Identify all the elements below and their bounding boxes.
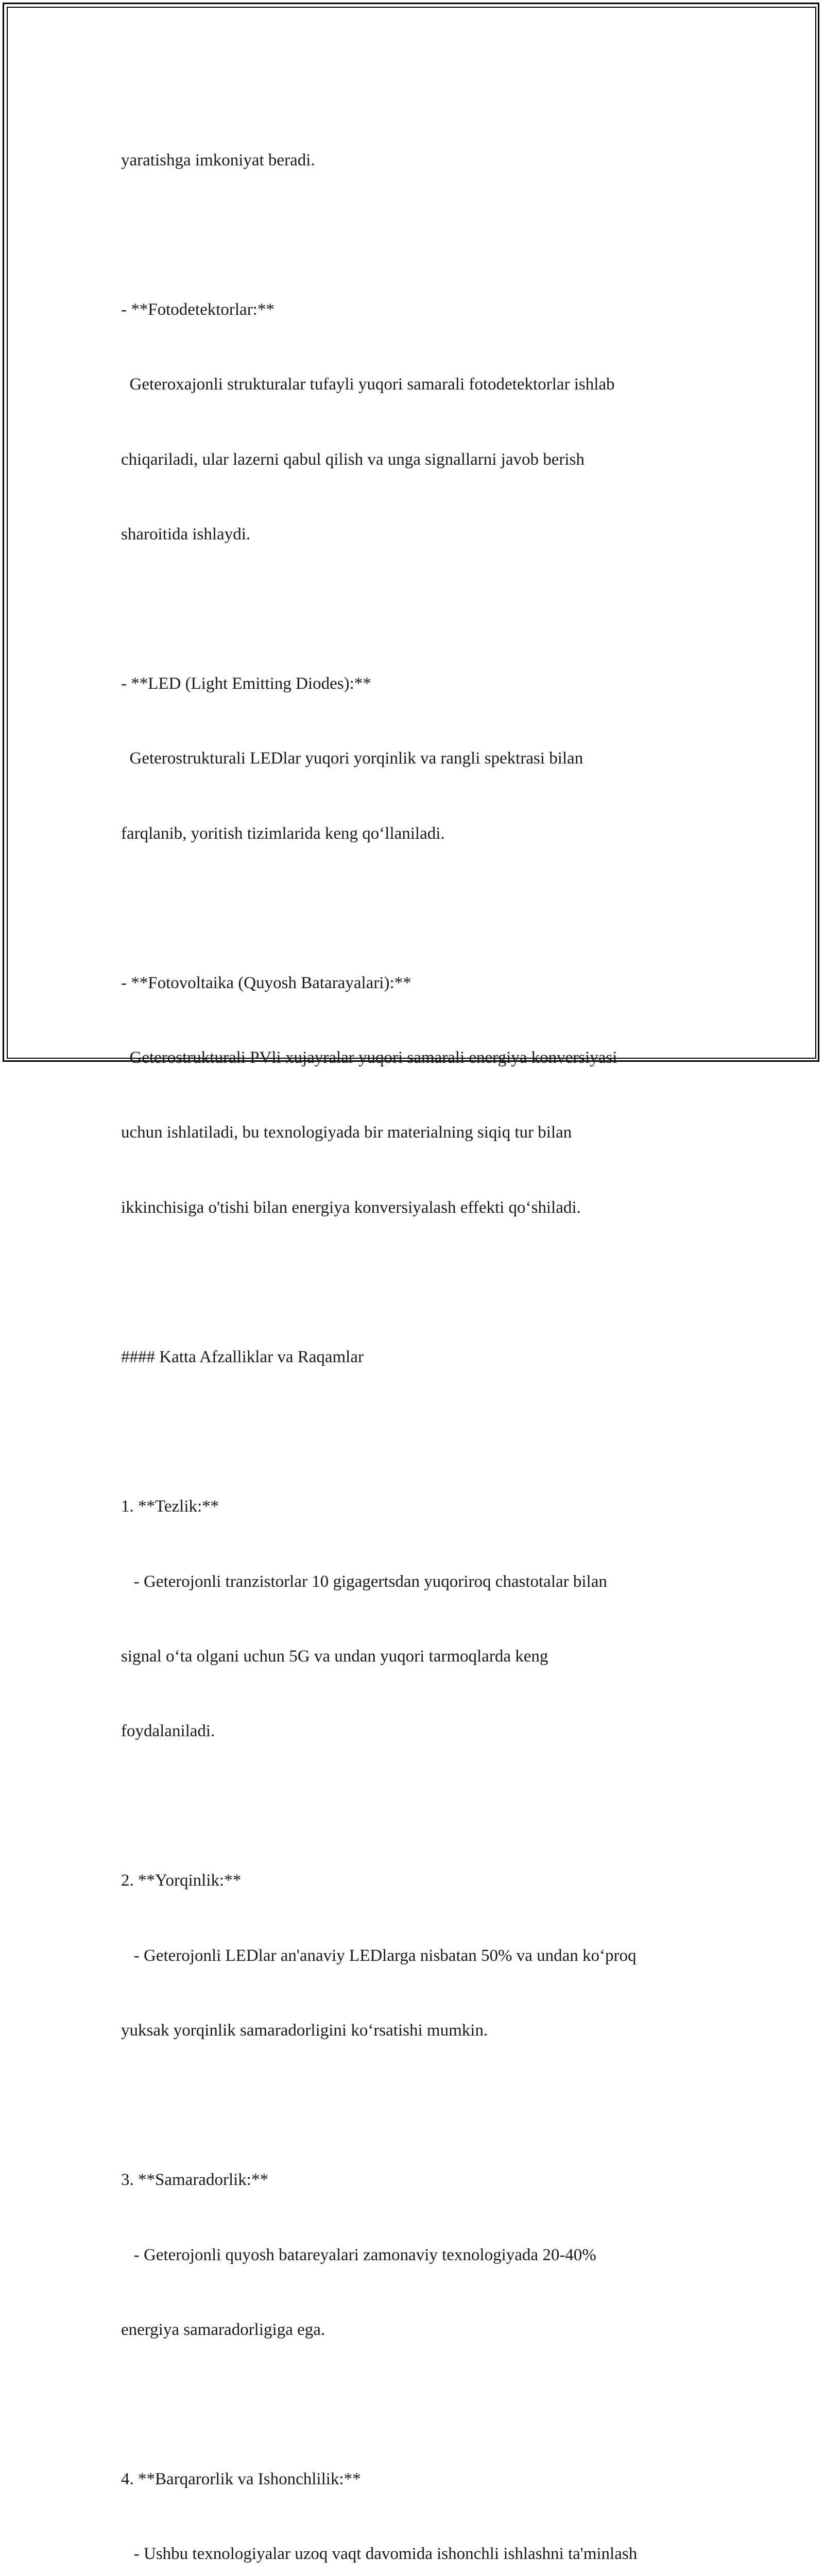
text-line: sharoitida ishlaydi.	[121, 524, 251, 544]
blank-line	[121, 1793, 706, 1818]
blank-line	[121, 597, 706, 621]
section-heading-led: - **LED (Light Emitting Diodes):**	[121, 674, 371, 693]
text-line: - Geterojonli tranzistorlar 10 gigagertsdan yuqoriroq chastotalar bilan	[121, 1572, 607, 1591]
text-line: yuksak yorqinlik samaradorligini ko‘rsatishi mumkin.	[121, 2021, 488, 2040]
list-item-tezlik: 1. **Tezlik:**	[121, 1497, 219, 1516]
list-item-barqarorlik: 4. **Barqarorlik va Ishonchlilik:**	[121, 2470, 361, 2489]
text-line: yaratishga imkoniyat beradi.	[121, 150, 315, 170]
text-line: - Geterojonli quyosh batareyalari zamonaviy texnologiyada 20-40%	[121, 2245, 596, 2264]
text-line: farqlanib, yoritish tizimlarida keng qo‘llaniladi.	[121, 824, 445, 843]
blank-line	[121, 2093, 706, 2117]
text-line: signal o‘ta olgani uchun 5G va undan yuqori tarmoqlarda keng	[121, 1647, 548, 1666]
blank-line	[121, 1419, 706, 1444]
text-line: - Geterojonli LEDlar an'anaviy LEDlarga nisbatan 50% va undan ko‘proq	[121, 1946, 637, 1965]
blank-line	[121, 896, 706, 921]
text-line: uchun ishlatiladi, bu texnologiyada bir materialning siqiq tur bilan	[121, 1123, 572, 1142]
blank-line	[121, 2392, 706, 2417]
text-line: chiqariladi, ular lazerni qabul qilish va unga signallarni javob berish	[121, 450, 585, 469]
list-item-yorqinlik: 2. **Yorqinlik:**	[121, 1871, 242, 1890]
text-line: ikkinchisiga o'tishi bilan energiya konversiyalash effekti qo‘shiladi.	[121, 1198, 581, 1217]
blank-line	[121, 223, 706, 247]
text-line: Geterostrukturali LEDlar yuqori yorqinlik va rangli spektrasi bilan	[121, 749, 583, 768]
text-line: Geteroxajonli strukturalar tufayli yuqori samarali fotodetektorlar ishlab	[121, 375, 615, 394]
subheading-katta-afzalliklar: #### Katta Afzalliklar va Raqamlar	[121, 1348, 364, 1367]
text-line: foydalaniladi.	[121, 1722, 215, 1741]
text-line: energiya samaradorligiga ega.	[121, 2320, 325, 2339]
list-item-samaradorlik: 3. **Samaradorlik:**	[121, 2171, 268, 2190]
blank-line	[121, 1270, 706, 1295]
text-line: - Ushbu texnologiyalar uzoq vaqt davomida ishonchli ishlashni ta'minlash	[121, 2545, 638, 2564]
section-heading-fotovoltaika: - **Fotovoltaika (Quyosh Batarayalari):**	[121, 974, 411, 993]
text-line: Geterostrukturali PVli xujayralar yuqori samarali energiya konversiyasi	[121, 1048, 617, 1067]
document-body	[121, 98, 706, 2576]
section-heading-fotodetektorlar: - **Fotodetektorlar:**	[121, 300, 274, 319]
